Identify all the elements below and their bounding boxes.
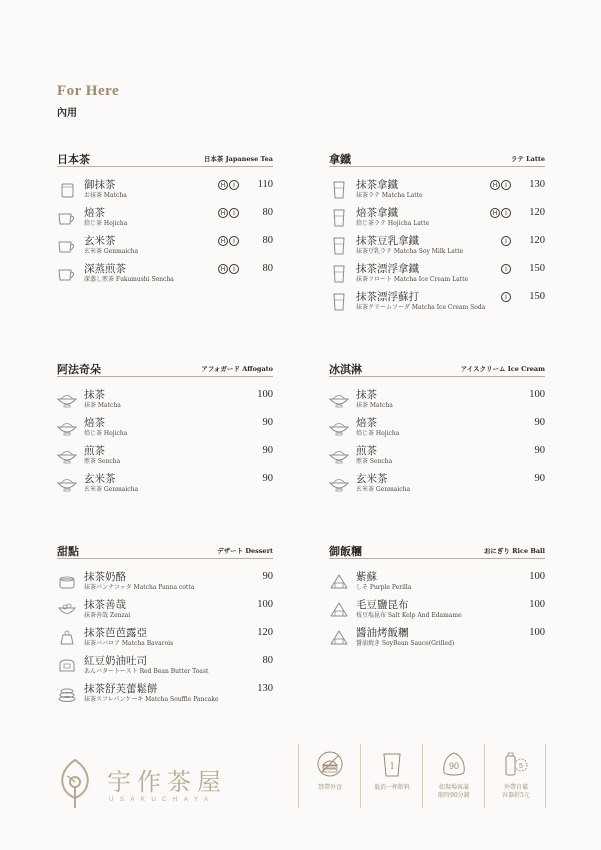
notice-text [485, 784, 547, 800]
bowl-icon [329, 475, 349, 493]
bowl-icon [329, 391, 349, 409]
menu-item [57, 627, 273, 651]
time-limit-icon [440, 750, 468, 778]
glass-icon [329, 265, 349, 283]
onigiri-icon [329, 573, 349, 591]
item-description: 枝豆塩昆布 Salt Kelp And Edamame [356, 612, 462, 619]
menu-item [57, 599, 273, 623]
own-cup-icon [502, 750, 530, 778]
item-price: 100 [257, 389, 273, 400]
item-price: 90 [534, 417, 545, 428]
item-description: 玄米茶 Genmaicha [356, 486, 411, 493]
iced-badge: I [229, 208, 239, 218]
item-name: 焙茶 [356, 417, 377, 429]
menu-section-ice-cream [329, 361, 545, 493]
item-name: 抹茶漂浮蘇打 [356, 291, 419, 303]
item-description: 抹茶フロート Matcha Ice Cream Latte [356, 276, 469, 283]
item-name: 抹茶 [356, 389, 377, 401]
menu-section-rice-ball [329, 543, 545, 647]
temperature-badges [500, 292, 511, 302]
item-name: 焙茶 [84, 207, 105, 219]
item-name: 抹茶拿鐵 [356, 179, 398, 191]
item-price: 100 [529, 389, 545, 400]
item-description: 抹茶クリームソーダ Matcha Ice Cream Soda [356, 304, 486, 311]
item-name: 玄米茶 [84, 473, 116, 485]
item-description: あんバタートースト Red Bean Butter Toast [84, 668, 209, 675]
section-title: 甜點 [57, 545, 79, 558]
item-price: 150 [529, 291, 545, 302]
item-name: 煎茶 [356, 445, 377, 457]
glass-icon [329, 237, 349, 255]
notice-line: 外帶自備 [503, 784, 528, 791]
menu-item [57, 389, 273, 413]
onigiri-icon [329, 629, 349, 647]
item-name: 紫蘇 [356, 571, 377, 583]
item-name: 玄米茶 [84, 235, 116, 247]
section-heading-zh: 內用 [57, 108, 77, 119]
item-description: 玄米茶 Genmaicha [84, 486, 139, 493]
item-price: 90 [262, 445, 273, 456]
item-name: 焙茶 [84, 417, 105, 429]
notice-time-limit [423, 744, 485, 808]
menu-item [57, 263, 273, 287]
bowl-icon [57, 419, 77, 437]
temperature-badges [217, 264, 239, 274]
tea-leaf-logo-icon [55, 756, 95, 810]
item-name: 抹茶 [84, 389, 105, 401]
one-drink-icon [378, 750, 406, 778]
item-description: 抹茶スフレパンケーキ Matcha Souffle Pancake [84, 696, 219, 703]
section-header [57, 151, 273, 167]
item-price: 130 [529, 179, 545, 190]
item-description: 煎茶 Sencha [356, 458, 393, 465]
item-description: 焙じ茶 Hojicha [356, 430, 400, 437]
section-subtitle: アフォガード Affogato [201, 365, 273, 373]
glass-icon [329, 181, 349, 199]
notice-line: 限時90分鐘 [438, 792, 470, 799]
item-description: 醤油焼き SoyBean Sauce(Grilled) [356, 640, 455, 647]
brand-name-en: USAKUCHAYA [109, 797, 215, 803]
notice-no-outside-food [299, 744, 361, 808]
item-name: 紅豆奶油吐司 [84, 655, 147, 667]
section-title: 冰淇淋 [329, 363, 362, 376]
iced-badge: I [501, 264, 511, 274]
temperature-badges [489, 180, 511, 190]
toast-icon [57, 657, 77, 675]
item-description: 抹茶豆乳ラテ Matcha Soy Milk Latte [356, 248, 464, 255]
item-description: 玄米茶 Genmaicha [84, 248, 139, 255]
menu-item [57, 235, 273, 259]
temperature-badges [500, 264, 511, 274]
menu-item [329, 473, 545, 497]
item-price: 120 [529, 235, 545, 246]
bowl-icon [57, 447, 77, 465]
section-subtitle: アイスクリーム Ice Cream [460, 365, 545, 373]
item-description: 煎茶 Sencha [84, 458, 121, 465]
notice-one-drink [361, 744, 423, 808]
bowl-icon [57, 475, 77, 493]
item-price: 120 [257, 627, 273, 638]
zenzai-icon [57, 601, 77, 619]
iced-badge: I [229, 180, 239, 190]
item-price: 80 [262, 655, 273, 666]
menu-item [329, 389, 545, 413]
temperature-badges [500, 236, 511, 246]
hot-badge: H [218, 264, 228, 274]
item-price: 150 [529, 263, 545, 274]
glass-icon [329, 293, 349, 311]
item-name: 深蒸煎茶 [84, 263, 126, 275]
iced-badge: I [501, 180, 511, 190]
item-price: 90 [262, 473, 273, 484]
item-description: 抹茶ババロア Matcha Bavarois [84, 640, 174, 647]
cup-icon [57, 181, 77, 199]
menu-item [329, 179, 545, 203]
menu-section-latte [329, 151, 545, 311]
glass-icon [329, 209, 349, 227]
menu-item [329, 291, 545, 315]
section-header [329, 151, 545, 167]
menu-item [329, 235, 545, 259]
notice-text [361, 784, 423, 792]
section-subtitle: おにぎり Rice Ball [483, 547, 545, 555]
temperature-badges [489, 208, 511, 218]
notice-text [423, 784, 485, 800]
item-description: しそ Purple Perilla [356, 584, 412, 591]
item-price: 90 [534, 445, 545, 456]
bowl-icon [57, 391, 77, 409]
menu-item [329, 417, 545, 441]
menu-item [329, 627, 545, 651]
iced-badge: I [501, 208, 511, 218]
teacup-icon [57, 265, 77, 283]
item-price: 120 [529, 207, 545, 218]
item-description: 焙じ茶ラテ Hojicha Latte [356, 220, 430, 227]
bowl-icon [329, 419, 349, 437]
item-price: 100 [529, 571, 545, 582]
item-description: 抹茶パンナコッタ Matcha Panna cotta [84, 584, 195, 591]
item-price: 110 [257, 179, 273, 190]
notice-text [299, 784, 361, 792]
menu-item [57, 473, 273, 497]
section-subtitle: ラテ Latte [510, 155, 545, 163]
notice-line: 低消一杯飲料 [373, 784, 410, 791]
section-header [329, 361, 545, 377]
item-description: お抹茶 Matcha [84, 192, 127, 199]
iced-badge: I [501, 236, 511, 246]
item-price: 90 [262, 417, 273, 428]
menu-item [57, 655, 273, 679]
item-name: 玄米茶 [356, 473, 388, 485]
item-price: 80 [262, 207, 273, 218]
section-subtitle: 日本茶 Japanese Tea [203, 155, 273, 163]
section-title: 拿鐵 [329, 153, 351, 166]
item-name: 焙茶拿鐵 [356, 207, 398, 219]
menu-item [57, 683, 273, 707]
section-header [57, 361, 273, 377]
item-description: 抹茶善哉 Zenzai [84, 612, 131, 619]
teacup-icon [57, 209, 77, 227]
temperature-badges [217, 208, 239, 218]
hot-badge: H [218, 180, 228, 190]
temperature-badges [217, 180, 239, 190]
item-name: 抹茶奶酪 [84, 571, 126, 583]
section-header [57, 543, 273, 559]
item-description: 抹茶 Matcha [356, 402, 393, 409]
menu-item [57, 445, 273, 469]
menu-item [329, 263, 545, 287]
section-header [329, 543, 545, 559]
menu-item [57, 417, 273, 441]
item-description: 抹茶 Matcha [84, 402, 121, 409]
item-description: 焙じ茶 Hojicha [84, 430, 128, 437]
item-name: 抹茶舒芙蕾鬆餅 [84, 683, 158, 695]
section-subtitle: デザート Dessert [217, 547, 273, 555]
teacup-icon [57, 237, 77, 255]
menu-section-japanese-tea [57, 151, 273, 283]
pancake-icon [57, 685, 77, 703]
item-description: 抹茶ラテ Matcha Latte [356, 192, 423, 199]
brand-name-zh: 宇作茶屋 [107, 768, 227, 796]
notice-line: 容器折5元 [502, 792, 530, 799]
item-price: 100 [529, 599, 545, 610]
menu-item [57, 571, 273, 595]
item-description: 深蒸し煎茶 Fukamushi Sencha [84, 276, 174, 283]
menu-item [329, 445, 545, 469]
menu-item [329, 207, 545, 231]
hot-badge: H [490, 208, 500, 218]
own-cup-glyph: 5 [519, 763, 523, 770]
item-price: 100 [529, 627, 545, 638]
temperature-badges [217, 236, 239, 246]
item-name: 醬油烤飯糰 [356, 627, 409, 639]
no-outside-food-icon [316, 750, 344, 778]
item-price: 90 [262, 571, 273, 582]
item-name: 御抹茶 [84, 179, 116, 191]
hot-badge: H [218, 236, 228, 246]
iced-badge: I [229, 264, 239, 274]
item-name: 抹茶豆乳拿鐵 [356, 235, 419, 247]
section-title: 御飯糰 [329, 545, 362, 558]
item-price: 90 [534, 473, 545, 484]
section-title: 日本茶 [57, 153, 90, 166]
bowl-icon [329, 447, 349, 465]
onigiri-icon [329, 601, 349, 619]
item-price: 130 [257, 683, 273, 694]
notice-own-cup [485, 744, 547, 808]
time-limit-glyph: 90 [448, 761, 460, 771]
item-name: 抹茶漂浮拿鐵 [356, 263, 419, 275]
notice-line: 禁帶外食 [317, 784, 342, 791]
one-drink-glyph: 1 [389, 761, 395, 772]
item-price: 80 [262, 235, 273, 246]
menu-section-affogato [57, 361, 273, 493]
pudding-icon [57, 573, 77, 591]
menu-item [329, 571, 545, 595]
item-price: 80 [262, 263, 273, 274]
menu-section-dessert [57, 543, 273, 703]
iced-badge: I [229, 236, 239, 246]
item-name: 煎茶 [84, 445, 105, 457]
item-name: 毛豆鹽昆布 [356, 599, 409, 611]
menu-item [57, 207, 273, 231]
house-rules [298, 744, 546, 808]
menu-item [57, 179, 273, 203]
section-title: 阿法奇朵 [57, 363, 101, 376]
iced-badge: I [501, 292, 511, 302]
item-name: 抹茶善哉 [84, 599, 126, 611]
hot-badge: H [218, 208, 228, 218]
item-price: 100 [257, 599, 273, 610]
notice-line: 如現場客滿 [438, 784, 469, 791]
bavarois-icon [57, 629, 77, 647]
hot-badge: H [490, 180, 500, 190]
brand-logo [55, 754, 245, 814]
item-name: 抹茶芭芭露亞 [84, 627, 147, 639]
menu-item [329, 599, 545, 623]
section-heading-en: For Here [57, 83, 120, 99]
item-description: 焙じ茶 Hojicha [84, 220, 128, 227]
